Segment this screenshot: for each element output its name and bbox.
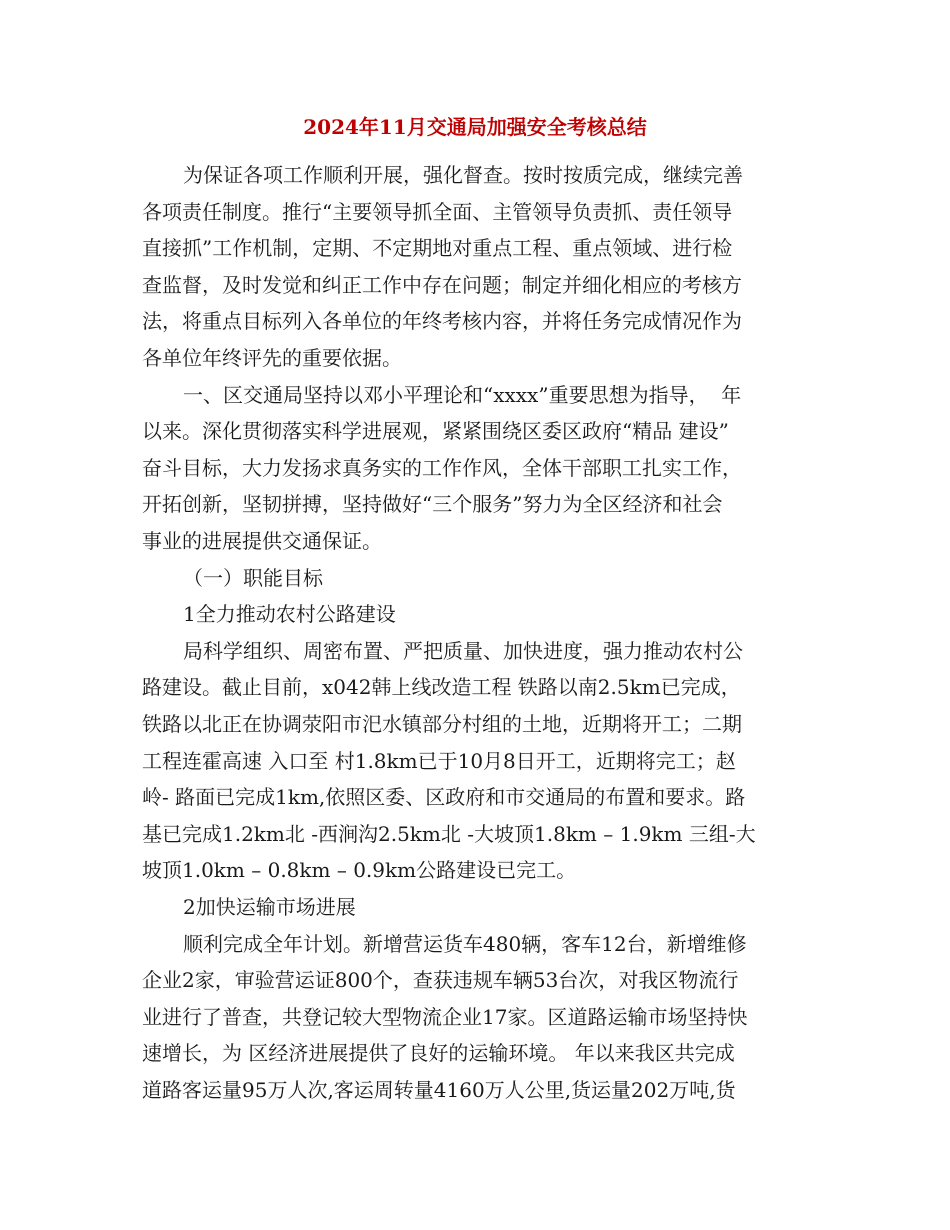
paragraph-line: 法，将重点目标列入各单位的年终考核内容，并将任务完成情况作为: [142, 309, 742, 334]
paragraph-line: 业进行了普查，共登记较大型物流企业17家。区道路运输市场坚持快: [142, 1004, 748, 1029]
paragraph-first-line: （一）职能目标: [183, 565, 323, 590]
paragraph-line: 开拓创新，坚韧拼搏，坚持做好“三个服务”努力为全区经济和社会: [142, 492, 723, 517]
paragraph-first-line: 一、区交通局坚持以邓小平理论和“xxxx”重要思想为指导， 年: [183, 382, 742, 407]
paragraph-line: 奋斗目标，大力发扬求真务实的工作作风，全体干部职工扎实工作，: [142, 455, 742, 480]
paragraph-line: 坡顶1.0km – 0.8km – 0.9km公路建设已完工。: [142, 858, 577, 883]
paragraph-line: 以来。深化贯彻落实科学进展观，紧紧围绕区委区政府“精品 建设”: [142, 419, 729, 444]
document-title: 2024年11月交通局加强安全考核总结: [303, 115, 647, 139]
paragraph-line: 各项责任制度。推行“主要领导抓全面、主管领导负责抓、责任领导: [142, 199, 733, 224]
paragraph-line: 工程连霍高速 入口至 村1.8km已于10月8日开工，近期将完工；赵: [142, 748, 736, 773]
paragraph-line: 直接抓”工作机制，定期、不定期地对重点工程、重点领域、进行检: [142, 236, 733, 261]
paragraph-line: 各单位年终评先的重要依据。: [142, 346, 402, 370]
paragraph-line: 企业2家，审验营运证800个，查获违规车辆53台次，对我区物流行: [142, 968, 739, 993]
paragraph-line: 事业的进展提供交通保证。: [142, 529, 382, 553]
paragraph-line: 查监督，及时发觉和纠正工作中存在问题；制定并细化相应的考核方: [142, 272, 742, 297]
paragraph-line: 道路客运量95万人次,客运周转量4160万人公里,货运量202万吨,货: [142, 1078, 736, 1102]
paragraph-first-line: 为保证各项工作顺利开展，强化督查。按时按质完成，继续完善: [183, 163, 743, 187]
paragraph-line: 路建设。截止目前，x042韩上线改造工程 铁路以南2.5km已完成，: [142, 675, 741, 700]
paragraph-first-line: 局科学组织、周密布置、严把质量、加快进度，强力推动农村公: [183, 638, 743, 663]
paragraph-first-line: 1全力推动农村公路建设: [183, 602, 396, 627]
paragraph-line: 岭- 路面已完成1km,依照区委、区政府和市交通局的布置和要求。路: [142, 785, 746, 810]
paragraph-line: 铁路以北正在协调荥阳市汜水镇部分村组的土地，近期将开工；二期: [142, 712, 742, 736]
paragraph-line: 基已完成1.2km北 -西涧沟2.5km北 -大坡顶1.8km – 1.9km 三组-大: [142, 821, 756, 846]
paragraph-line: 速增长，为 区经济进展提供了良好的运输环境。 年以来我区共完成: [142, 1041, 735, 1066]
paragraph-first-line: 2加快运输市场进展: [183, 895, 356, 919]
paragraph-first-line: 顺利完成全年计划。新增营运货车480辆，客车12台，新增维修: [183, 931, 747, 956]
